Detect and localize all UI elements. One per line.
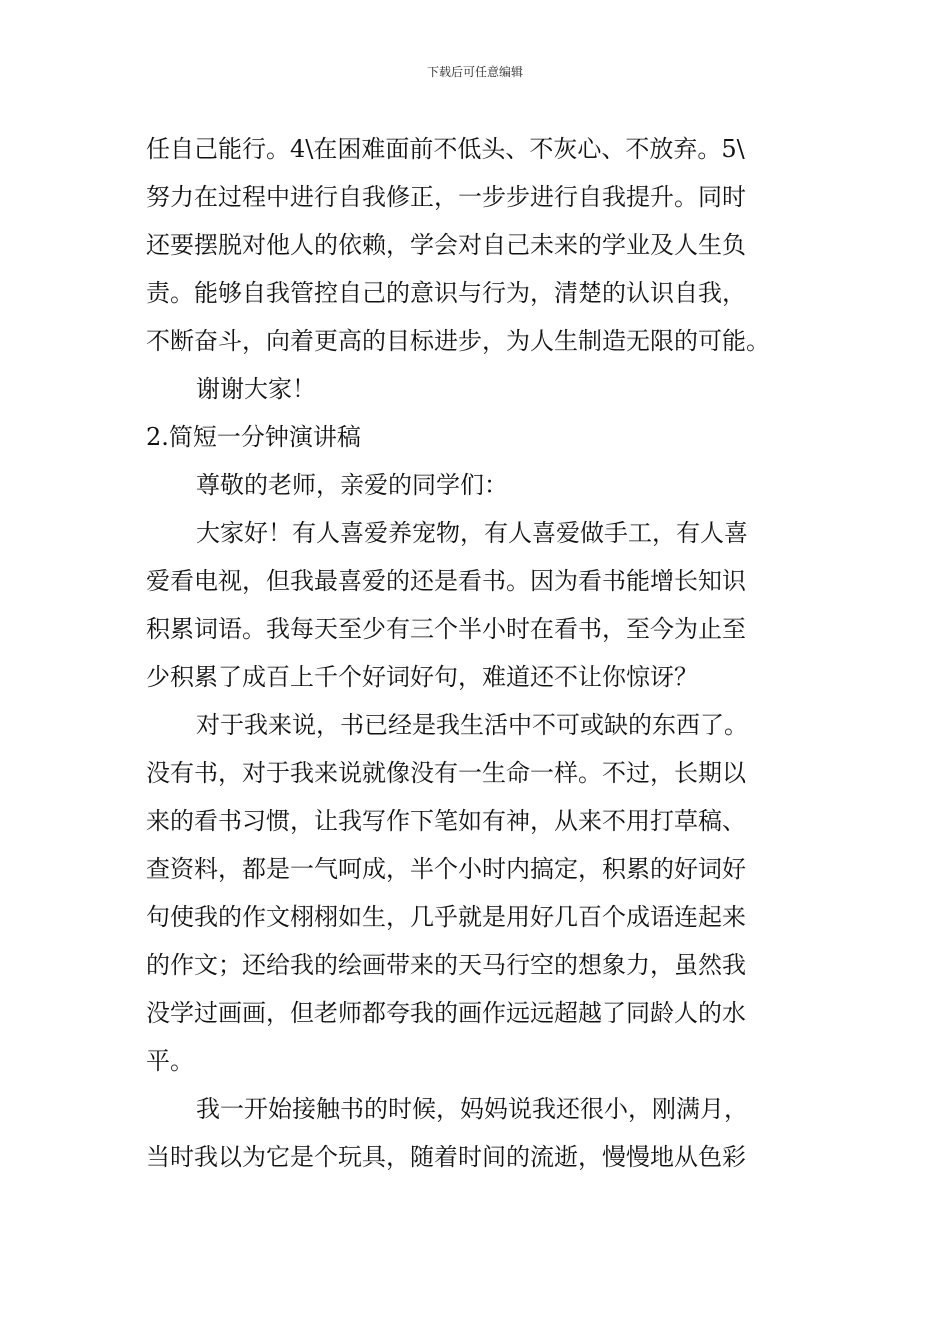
text-line: 没有书，对于我来说就像没有一生命一样。不过，长期以 xyxy=(146,759,746,787)
paragraph-start-line: 我一开始接触书的时候，妈妈说我还很小，刚满月， xyxy=(196,1095,748,1123)
text-line: 少积累了成百上千个好词好句，难道还不让你惊讶？ xyxy=(146,663,698,691)
text-line: 查资料，都是一气呵成，半个小时内搞定，积累的好词好 xyxy=(146,855,746,883)
text-line: 努力在过程中进行自我修正，一步步进行自我提升。同时 xyxy=(146,183,746,211)
salutation-line: 尊敬的老师，亲爱的同学们： xyxy=(196,471,508,499)
text-line: 责。能够自我管控自己的意识与行为，清楚的认识自我， xyxy=(146,279,746,307)
paragraph-start-line: 对于我来说，书已经是我生活中不可或缺的东西了。 xyxy=(196,711,748,739)
text-line: 来的看书习惯，让我写作下笔如有神，从来不用打草稿、 xyxy=(146,807,746,835)
text-line: 句使我的作文栩栩如生，几乎就是用好几百个成语连起来 xyxy=(146,903,746,931)
text-line: 还要摆脱对他人的依赖，学会对自己未来的学业及人生负 xyxy=(146,231,746,259)
text-line: 不断奋斗，向着更高的目标进步，为人生制造无限的可能。 xyxy=(146,327,770,355)
text-line: 平。 xyxy=(146,1047,194,1075)
section-heading: 2.简短一分钟演讲稿 xyxy=(146,423,361,451)
text-line: 没学过画画，但老师都夸我的画作远远超越了同龄人的水 xyxy=(146,999,746,1027)
document-body xyxy=(146,125,811,1181)
text-line: 的作文；还给我的绘画带来的天马行空的想象力，虽然我 xyxy=(146,951,746,979)
paragraph-start-line: 大家好！有人喜爱养宠物，有人喜爱做手工，有人喜 xyxy=(196,519,748,547)
text-line: 任自己能行。4\在困难面前不低头、不灰心、不放弃。5\ xyxy=(146,135,745,163)
closing-line: 谢谢大家！ xyxy=(196,375,316,403)
text-line: 当时我以为它是个玩具，随着时间的流逝，慢慢地从色彩 xyxy=(146,1143,746,1171)
page-header: 下载后可任意编辑 xyxy=(426,65,523,79)
text-line: 积累词语。我每天至少有三个半小时在看书，至今为止至 xyxy=(146,615,746,643)
text-line: 爱看电视，但我最喜爱的还是看书。因为看书能增长知识 xyxy=(146,567,746,595)
